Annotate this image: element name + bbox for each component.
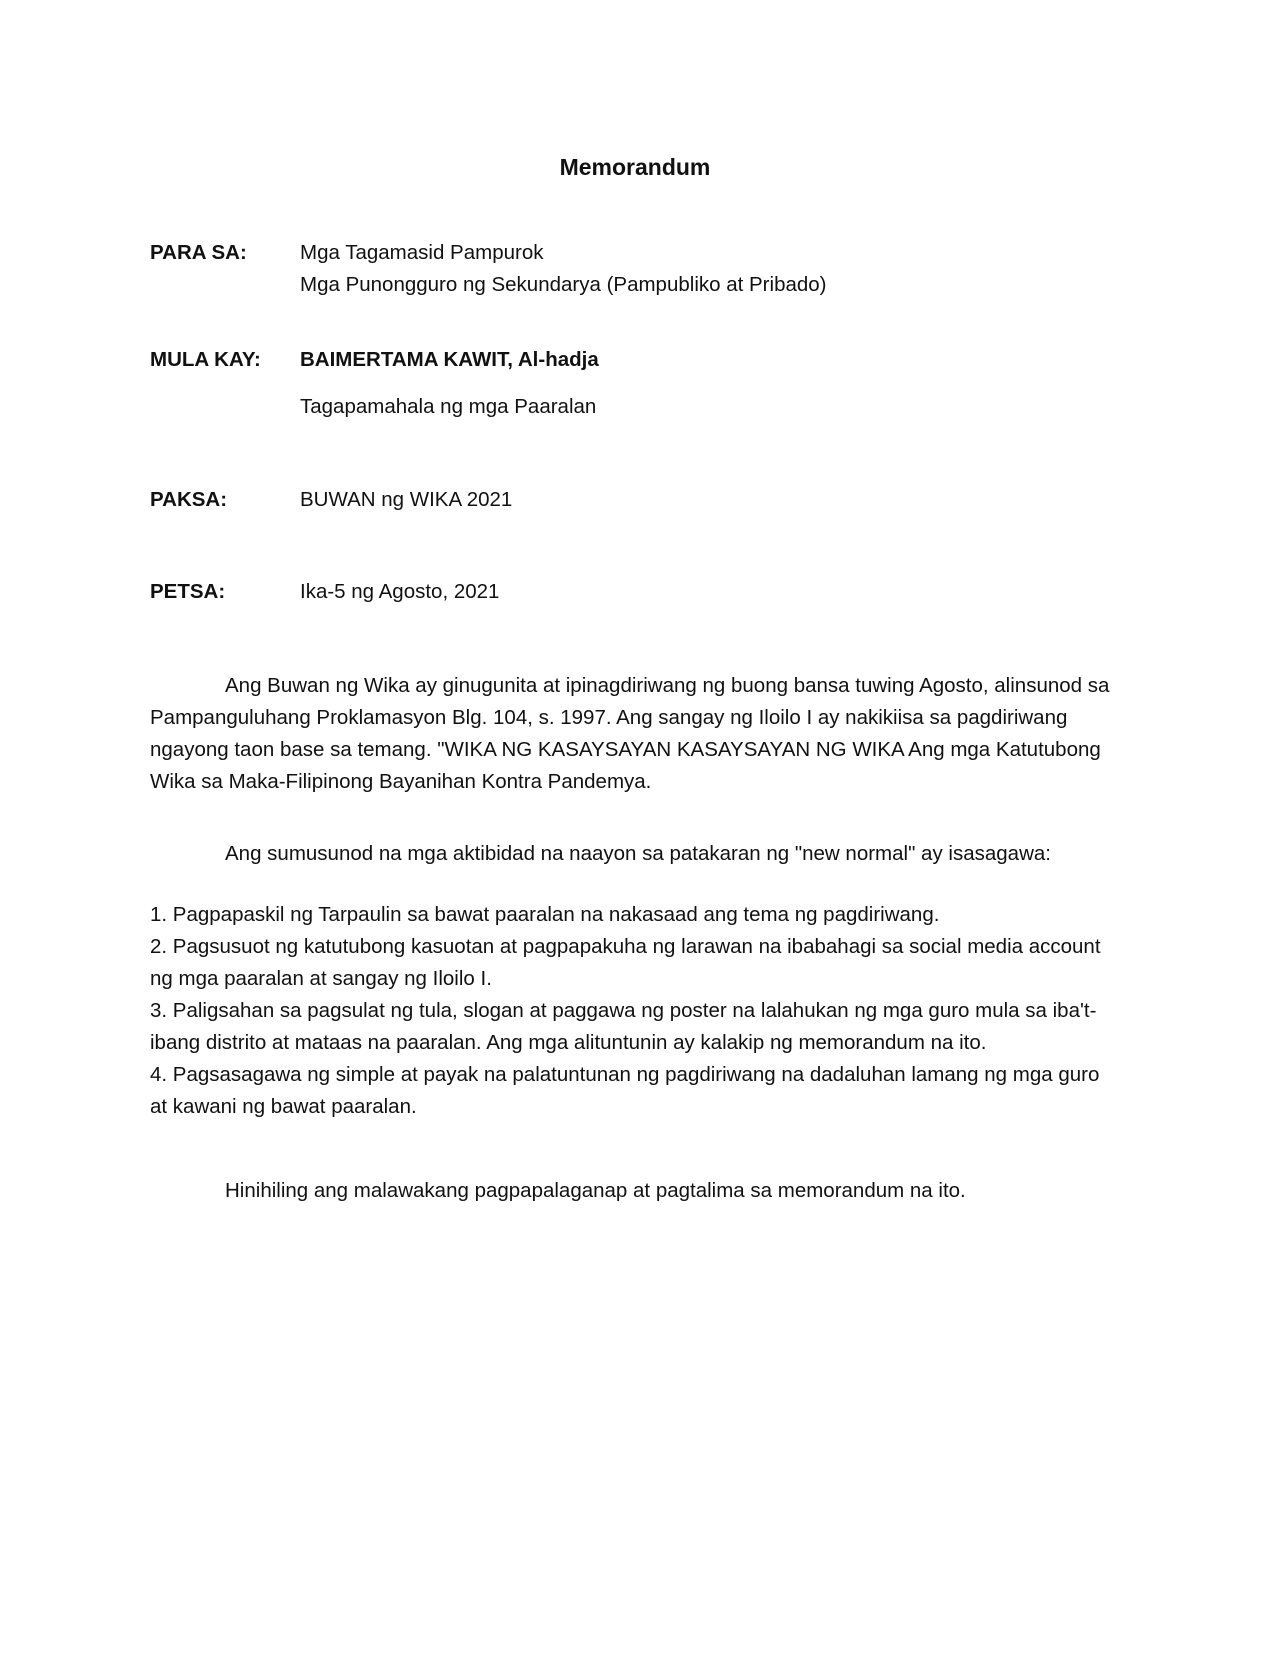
recipient-line: Mga Tagamasid Pampurok xyxy=(300,241,544,264)
para-sa-field xyxy=(150,237,1120,301)
petsa-label: PETSA: xyxy=(150,580,226,603)
sender-position: Tagapamahala ng mga Paaralan xyxy=(300,395,597,418)
para-sa-value xyxy=(300,237,1120,301)
paksa-value: BUWAN ng WIKA 2021 xyxy=(300,488,513,511)
intro-paragraph: Ang Buwan ng Wika ay ginugunita at ipinagdiriwang ng buong bansa tuwing Agosto, alinsunod sa Pampanguluhang Proklamasyon Blg. 104, s. 1997. Ang sangay ng Iloilo I ay nakikiisa sa pagdiriwang ngayong taon base sa temang. "WIKA NG KASAYSAYAN KASAYSAYAN NG WIKA Ang mga Katutubong Wika sa Maka-Filipinong Bayanihan Kontra Pandemya. xyxy=(150,674,1110,793)
petsa-field xyxy=(150,576,1120,608)
mula-kay-value xyxy=(300,344,1120,376)
mula-kay-field xyxy=(150,344,1120,376)
paksa-label: PAKSA: xyxy=(150,488,228,511)
closing-paragraph: Hinihiling ang malawakang pagpapalaganap at pagtalima sa memorandum na ito. xyxy=(225,1179,966,1202)
recipient-line: Mga Punongguro ng Sekundarya (Pampubliko at Pribado) xyxy=(300,273,827,296)
memorandum-page xyxy=(150,0,1120,1656)
sender-name: BAIMERTAMA KAWIT, Al-hadja xyxy=(300,348,599,371)
activities-list xyxy=(150,899,1120,1123)
list-item: 3. Paligsahan sa pagsulat ng tula, slogan at paggawa ng poster na lalahukan ng mga guro mula sa iba't-ibang distrito at mataas na paaralan. Ang mga alituntunin ay kalakip ng memorandum na ito. xyxy=(150,999,1097,1054)
list-item: 4. Pagsasagawa ng simple at payak na palatuntunan ng pagdiriwang na dadaluhan lamang ng mga guro at kawani ng bawat paaralan. xyxy=(150,1063,1100,1118)
mula-kay-label: MULA KAY: xyxy=(150,348,261,371)
activities-intro-paragraph: Ang sumusunod na mga aktibidad na naayon sa patakaran ng "new normal" ay isasagawa: xyxy=(225,842,1051,865)
sender-position-field xyxy=(150,391,1120,423)
para-sa-label: PARA SA: xyxy=(150,241,247,264)
list-item: 1. Pagpapaskil ng Tarpaulin sa bawat paaralan na nakasaad ang tema ng pagdiriwang. xyxy=(150,903,940,926)
list-item: 2. Pagsusuot ng katutubong kasuotan at pagpapakuha ng larawan na ibabahagi sa social media account ng mga paaralan at sangay ng Iloilo I. xyxy=(150,935,1101,990)
document-title: Memorandum xyxy=(559,154,711,180)
petsa-value: Ika-5 ng Agosto, 2021 xyxy=(300,580,500,603)
paksa-field xyxy=(150,484,1120,516)
